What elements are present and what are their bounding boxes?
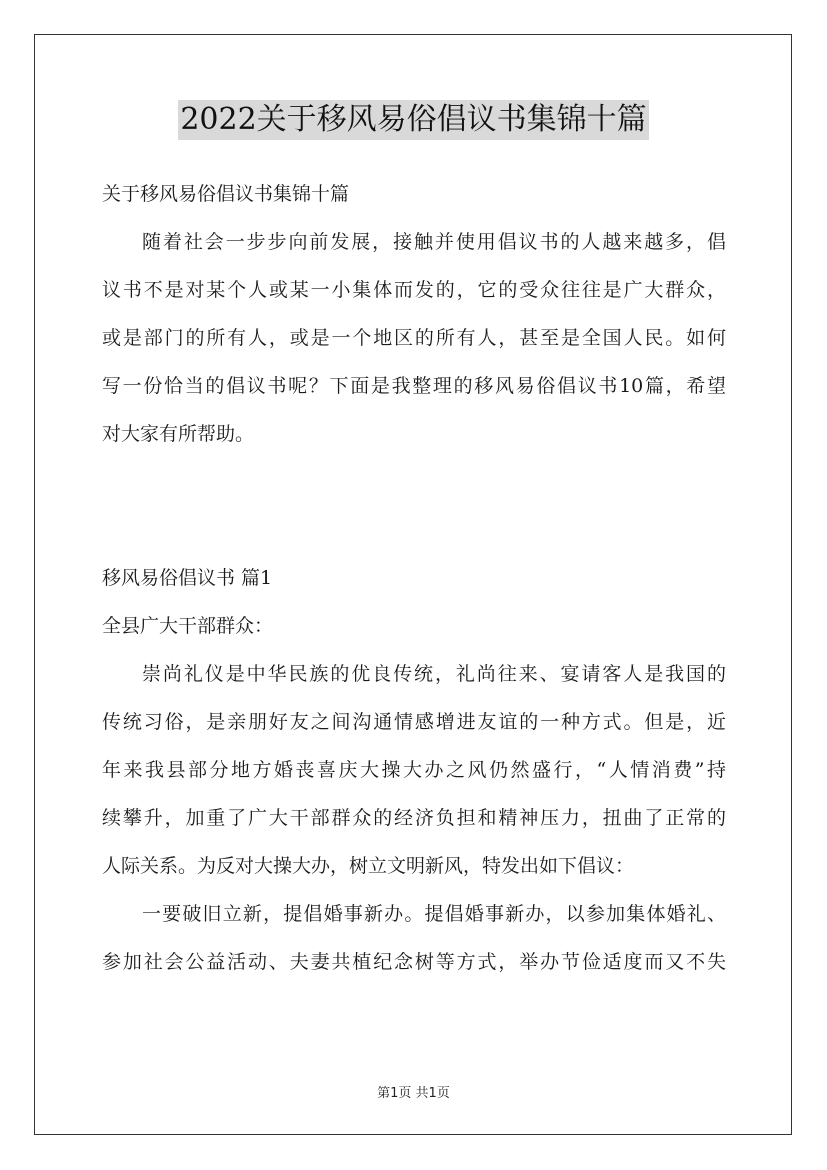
intro-line: 随着社会一步步向前发展，接触并使用倡议书的人越来越多，倡 — [142, 231, 726, 253]
intro-line: 对大家有所帮助。 — [102, 423, 255, 445]
section-heading: 移风易俗倡议书 篇1 — [102, 567, 273, 589]
salutation: 全县广大干部群众： — [102, 615, 274, 637]
paragraph-line: 传统习俗，是亲朋好友之间沟通情感增进友谊的一种方式。但是，近 — [102, 711, 726, 733]
intro-line: 或是部门的所有人，或是一个地区的所有人，甚至是全国人民。如何 — [102, 327, 726, 349]
intro-line: 写一份恰当的倡议书呢？下面是我整理的移风易俗倡议书10篇，希望 — [102, 375, 726, 397]
section-spacer — [102, 458, 726, 554]
page-footer: 第1页 共1页 — [377, 1086, 450, 1101]
paragraph-line: 年来我县部分地方婚丧喜庆大操大办之风仍然盛行，“人情消费”持 — [102, 759, 726, 781]
intro-line: 议书不是对某个人或某一小集体而发的，它的受众往往是广大群众， — [102, 279, 726, 301]
paragraph-line: 一要破旧立新，提倡婚事新办。提倡婚事新办，以参加集体婚礼、 — [142, 903, 726, 925]
title-area — [0, 100, 827, 140]
document-subtitle: 关于移风易俗倡议书集锦十篇 — [102, 183, 350, 205]
document-body — [102, 170, 726, 986]
paragraph-line: 续攀升，加重了广大干部群众的经济负担和精神压力，扭曲了正常的 — [102, 807, 726, 829]
document-title: 2022关于移风易俗倡议书集锦十篇 — [178, 100, 648, 140]
paragraph-line: 参加社会公益活动、夫妻共植纪念树等方式，举办节俭适度而又不失 — [102, 951, 726, 973]
paragraph-line: 崇尚礼仪是中华民族的优良传统，礼尚往来、宴请客人是我国的 — [142, 663, 726, 685]
paragraph-line: 人际关系。为反对大操大办，树立文明新风，特发出如下倡议： — [102, 855, 635, 877]
